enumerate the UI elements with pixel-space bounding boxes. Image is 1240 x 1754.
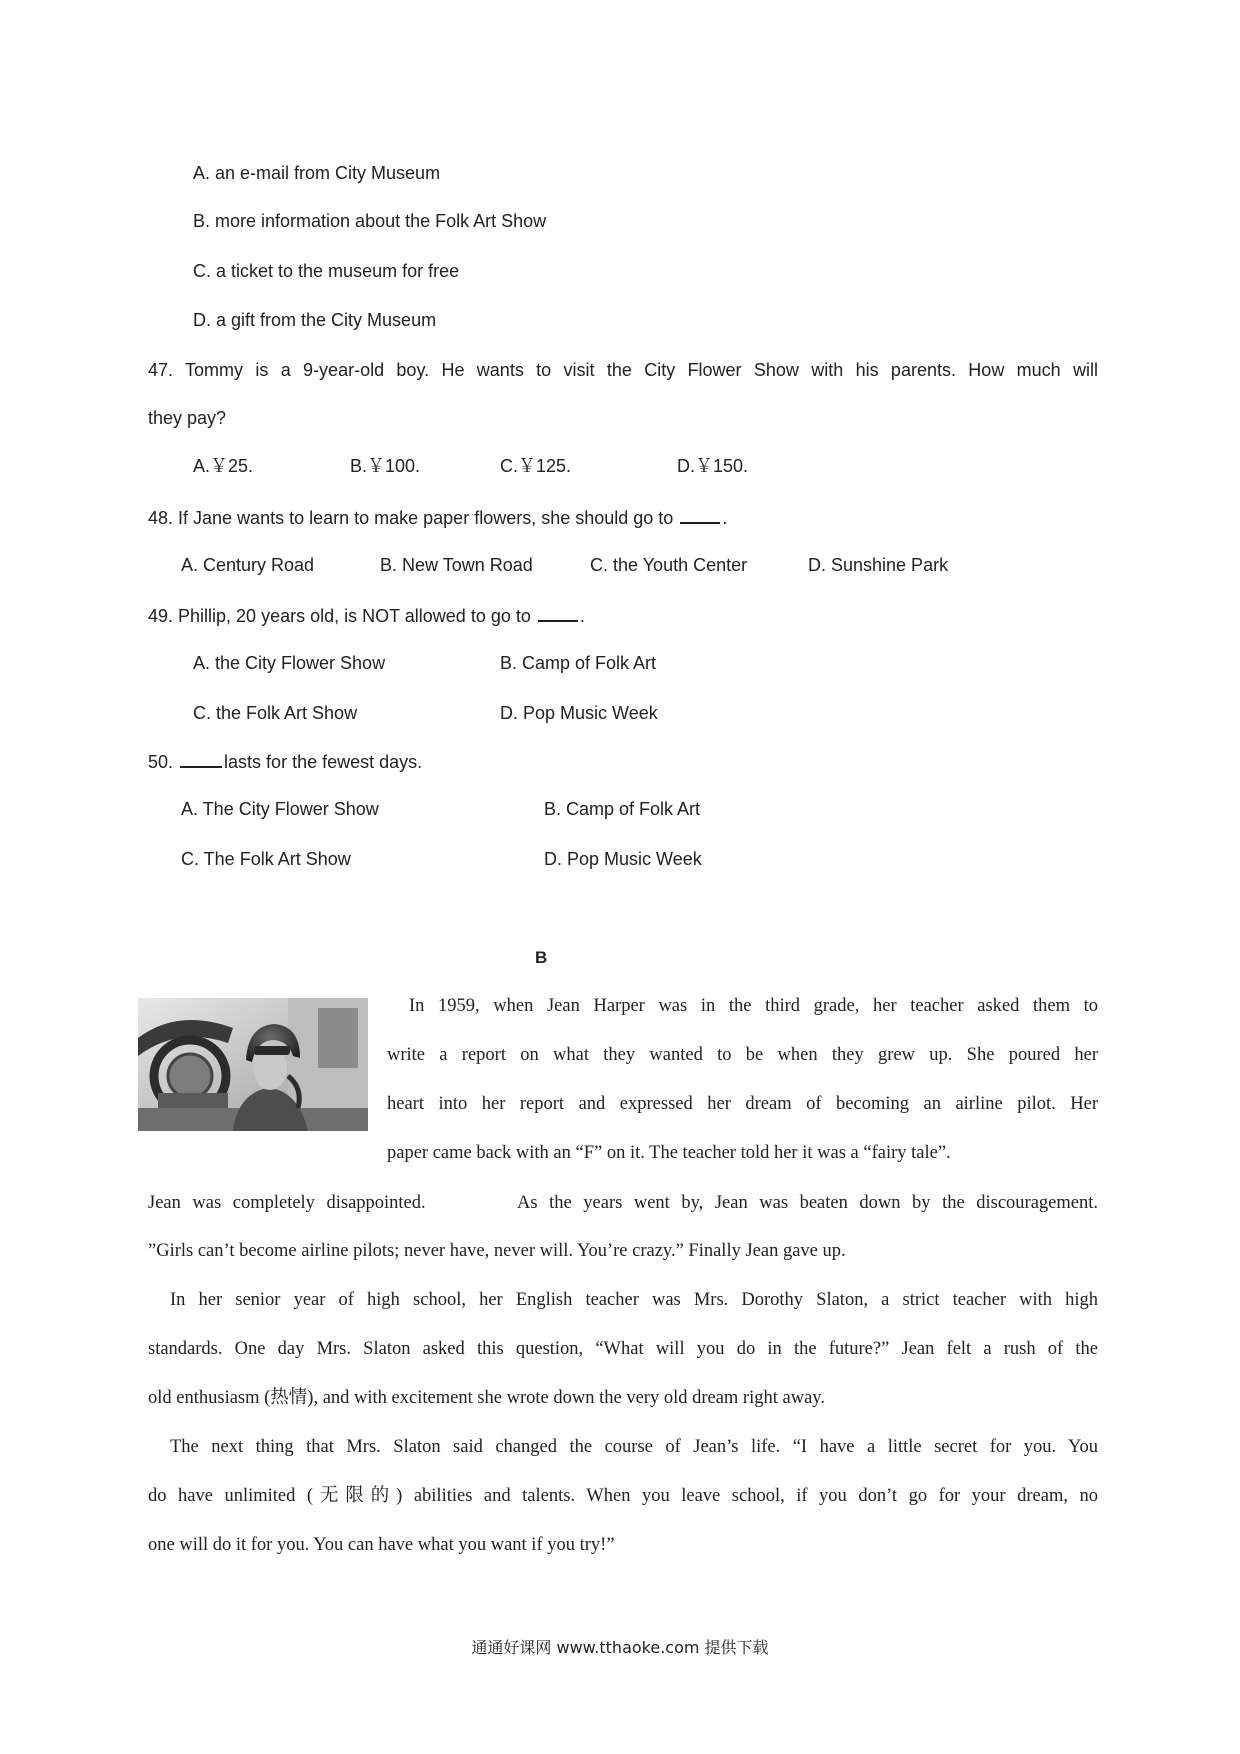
q49-stem (148, 604, 585, 627)
passage-line: write a report on what they wanted to be when they grew up. She poured her (387, 1045, 1098, 1065)
q48-option-a: A. Century Road (181, 555, 315, 575)
q49-stem-end: . (579, 606, 585, 626)
q50-option-a: A. The City Flower Show (181, 799, 379, 819)
q49-option-d: D. Pop Music Week (500, 703, 658, 723)
passage-line: ”Girls can’t become airline pilots; never have, never will. You’re crazy.” Finally Jean gave up. (148, 1241, 846, 1261)
page-footer: 通通好课网 www.tthaoke.com 提供下载 (471, 1638, 769, 1657)
q46-option-b: B. more information about the Folk Art Show (193, 211, 547, 231)
q49-stem-text: 49. Phillip, 20 years old, is NOT allowed to go to (148, 606, 531, 626)
passage-line: standards. One day Mrs. Slaton asked this question, “What will you do in the future?” Jean felt a rush of the (148, 1339, 1098, 1359)
q49-option-a: A. the City Flower Show (193, 653, 386, 673)
q46-option-d: D. a gift from the City Museum (193, 310, 437, 330)
q48-stem (148, 506, 727, 529)
q48-option-b: B. New Town Road (380, 555, 533, 575)
passage-line: In her senior year of high school, her English teacher was Mrs. Dorothy Slaton, a strict teacher with high (170, 1290, 1098, 1310)
q48-option-c: C. the Youth Center (590, 555, 748, 575)
q47-option-b: B.￥100. (350, 456, 421, 476)
q50-stem (148, 750, 422, 773)
q47-stem-line1: 47. Tommy is a 9-year-old boy. He wants to visit the City Flower Show with his parents. How much will (148, 360, 1098, 380)
q48-stem-text: 48. If Jane wants to learn to make paper flowers, she should go to (148, 508, 674, 528)
q50-option-c: C. The Folk Art Show (181, 849, 351, 869)
q47-option-a: A.￥25. (193, 456, 254, 476)
q47-option-d: D.￥150. (677, 456, 749, 476)
passage-line: one will do it for you. You can have what you want if you try!” (148, 1535, 615, 1555)
q49-option-c: C. the Folk Art Show (193, 703, 358, 723)
q50-number: 50. (148, 752, 174, 772)
q49-answer-blank (538, 604, 578, 622)
q47-stem-line2: they pay? (148, 408, 227, 428)
q46-option-a: A. an e-mail from City Museum (193, 163, 441, 183)
pilot-photo (138, 998, 368, 1131)
passage-line: heart into her report and expressed her dream of becoming an airline pilot. Her (387, 1094, 1098, 1114)
q50-stem-text: lasts for the fewest days. (224, 752, 423, 772)
q48-stem-end: . (722, 508, 728, 528)
q46-option-c: C. a ticket to the museum for free (193, 261, 460, 281)
passage-line: In 1959, when Jean Harper was in the third grade, her teacher asked them to (409, 996, 1098, 1016)
q47-option-c: C.￥125. (500, 456, 572, 476)
passage-line: Jean was completely disappointed. As the years went by, Jean was beaten down by the discouragement. (148, 1193, 1098, 1213)
section-heading: B (535, 948, 548, 967)
q49-option-b: B. Camp of Folk Art (500, 653, 657, 673)
passage-line: do have unlimited (无限的) abilities and talents. When you leave school, if you don’t go for your dream, no (148, 1486, 1098, 1506)
passage-line: The next thing that Mrs. Slaton said changed the course of Jean’s life. “I have a little secret for you. You (170, 1437, 1098, 1457)
q48-answer-blank (680, 506, 720, 524)
q48-option-d: D. Sunshine Park (808, 555, 949, 575)
q50-option-d: D. Pop Music Week (544, 849, 702, 869)
q50-answer-blank (180, 750, 222, 768)
passage-line: old enthusiasm (热情), and with excitement she wrote down the very old dream right away. (148, 1388, 825, 1408)
passage-line: paper came back with an “F” on it. The teacher told her it was a “fairy tale”. (387, 1143, 951, 1163)
q50-option-b: B. Camp of Folk Art (544, 799, 701, 819)
